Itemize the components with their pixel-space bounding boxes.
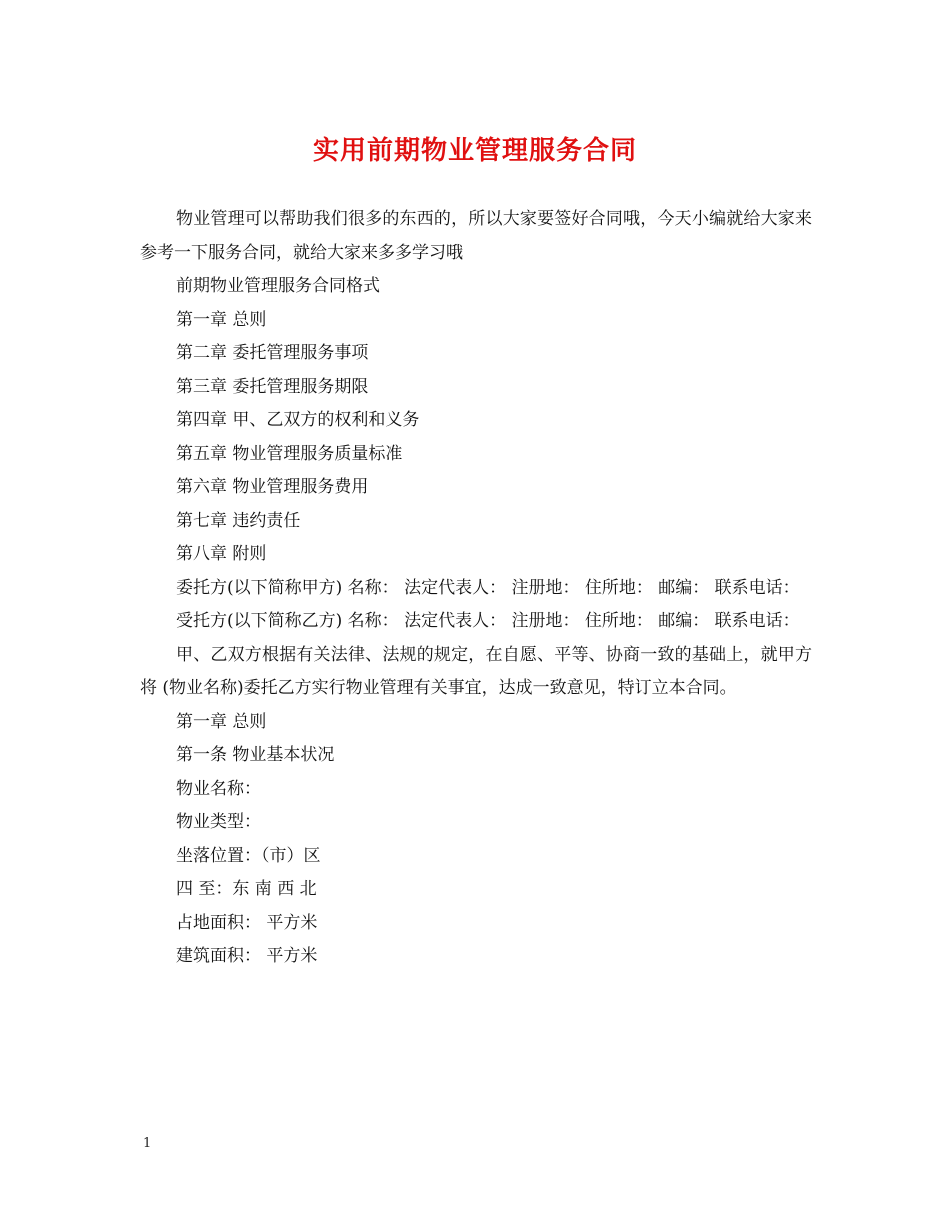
- property-type-field: 物业类型：: [176, 812, 261, 832]
- property-boundaries-field: 四 至：东 南 西 北: [176, 879, 317, 899]
- article-1-heading: 第一条 物业基本状况: [176, 745, 335, 765]
- contract-format-heading: 前期物业管理服务合同格式: [176, 276, 380, 296]
- toc-chapter-4: 第四章 甲、乙双方的权利和义务: [176, 410, 420, 430]
- toc-chapter-7: 第七章 违约责任: [176, 510, 301, 531]
- toc-chapter-3: 第三章 委托管理服务期限: [176, 376, 369, 397]
- document-title: 实用前期物业管理服务合同: [312, 136, 637, 166]
- property-location-field: 坐落位置：（市）区: [176, 845, 321, 866]
- toc-chapter-5: 第五章 物业管理服务质量标准: [176, 443, 403, 464]
- land-area-field: 占地面积： 平方米: [176, 912, 318, 933]
- toc-chapter-1: 第一章 总则: [176, 309, 267, 330]
- page-number: 1: [143, 1136, 152, 1151]
- toc-chapter-2: 第二章 委托管理服务事项: [176, 343, 369, 363]
- building-area-field: 建筑面积： 平方米: [176, 946, 318, 966]
- party-b-info: 受托方(以下简称乙方) 名称： 法定代表人： 注册地： 住所地： 邮编： 联系电话：: [176, 611, 800, 631]
- intro-paragraph: 物业管理可以帮助我们很多的东西的，所以大家要签好合同哦，今天小编就给大家来参考一下服务合同，就给大家来多多学习哦: [140, 209, 812, 263]
- toc-chapter-8: 第八章 附则: [176, 544, 267, 564]
- document-body: [140, 203, 812, 974]
- property-name-field: 物业名称：: [176, 778, 261, 799]
- toc-chapter-6: 第六章 物业管理服务费用: [176, 477, 369, 497]
- party-a-info: 委托方(以下简称甲方) 名称： 法定代表人： 注册地： 住所地： 邮编： 联系电话：: [176, 577, 800, 598]
- agreement-preamble: 甲、乙双方根据有关法律、法规的规定，在自愿、平等、协商一致的基础上，就甲方将 (物业名称)委托乙方实行物业管理有关事宜，达成一致意见，特订立本合同。: [140, 644, 812, 698]
- chapter-1-heading: 第一章 总则: [176, 711, 267, 732]
